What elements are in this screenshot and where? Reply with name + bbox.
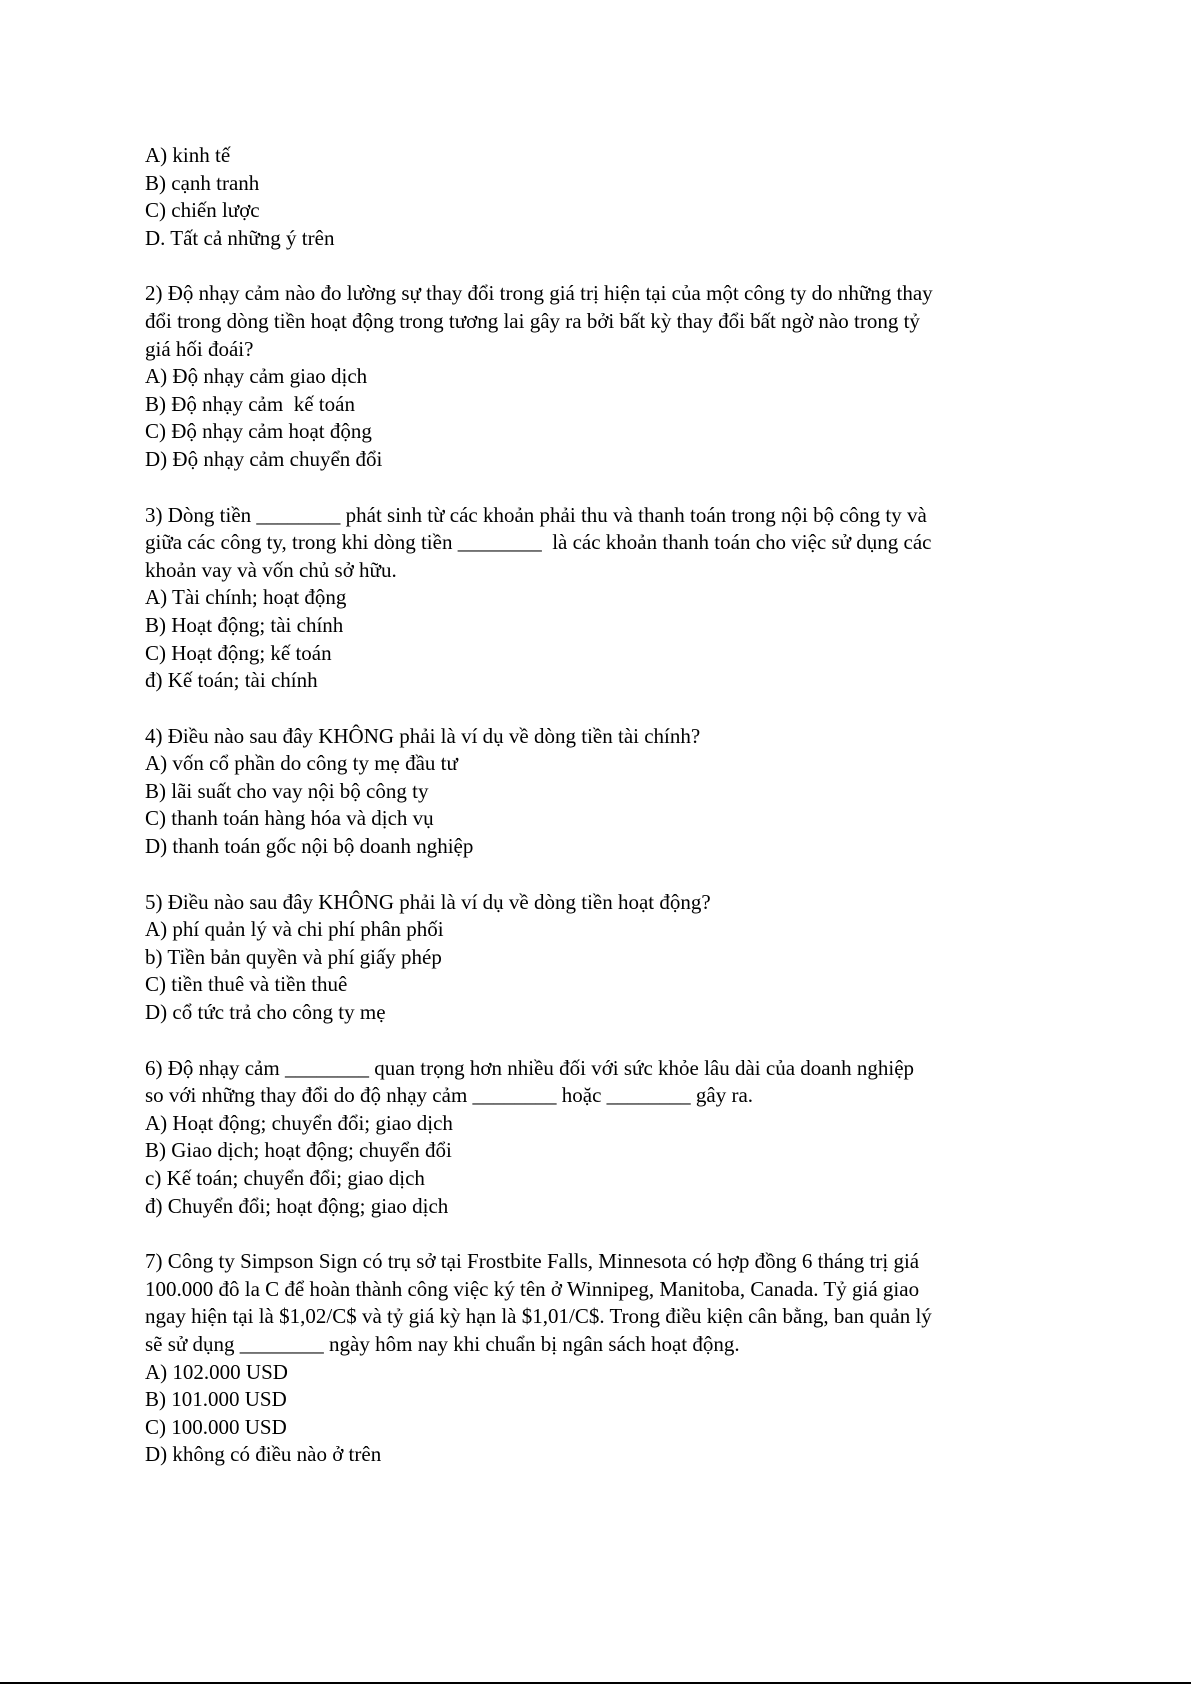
question-1 — [145, 142, 1065, 252]
q2-stem-line-3: giá hối đoái? — [145, 336, 254, 361]
spacer — [145, 474, 1065, 502]
q4-option-c: C) thanh toán hàng hóa và dịch vụ — [145, 806, 434, 831]
spacer — [145, 1027, 1065, 1055]
q6-option-d: đ) Chuyển đổi; hoạt động; giao dịch — [145, 1193, 449, 1218]
q6-option-c: c) Kế toán; chuyển đổi; giao dịch — [145, 1166, 425, 1190]
spacer — [145, 252, 1065, 280]
q4-option-a: A) vốn cổ phần do công ty mẹ đầu tư — [145, 751, 458, 776]
question-4 — [145, 723, 1065, 861]
q6-stem-line-2: so với những thay đổi do độ nhạy cảm ________ hoặc ________ gây ra. — [145, 1083, 754, 1108]
q6-option-b: B) Giao dịch; hoạt động; chuyển đổi — [145, 1138, 452, 1163]
q1-option-b: B) cạnh tranh — [145, 170, 260, 195]
q7-stem-line-2: 100.000 đô la C để hoàn thành công việc ký tên ở Winnipeg, Manitoba, Canada. Tỷ giá giao — [145, 1276, 920, 1301]
q3-option-d: đ) Kế toán; tài chính — [145, 668, 318, 693]
page-bottom-rule — [0, 1682, 1191, 1684]
q1-option-a: A) kinh tế — [145, 143, 231, 167]
question-6 — [145, 1055, 1065, 1221]
q3-stem-line-2: giữa các công ty, trong khi dòng tiền ________ là các khoản thanh toán cho việc sử dụng các — [145, 530, 932, 555]
q3-option-a: A) Tài chính; hoạt động — [145, 585, 347, 610]
q7-stem-line-4: sẽ sử dụng ________ ngày hôm nay khi chuẩn bị ngân sách hoạt động. — [145, 1331, 740, 1356]
spacer — [145, 695, 1065, 723]
q5-option-a: A) phí quản lý và chi phí phân phối — [145, 917, 444, 942]
q1-option-d: D. Tất cả những ý trên — [145, 225, 335, 250]
q7-option-b: B) 101.000 USD — [145, 1387, 287, 1412]
q2-stem-line-2: đổi trong dòng tiền hoạt động trong tương lai gây ra bởi bất kỳ thay đổi bất ngờ nào trong tỷ — [145, 308, 920, 333]
q2-option-c: C) Độ nhạy cảm hoạt động — [145, 419, 372, 444]
q2-stem-line-1: 2) Độ nhạy cảm nào đo lường sự thay đổi trong giá trị hiện tại của một công ty do những thay — [145, 281, 933, 306]
q2-option-d: D) Độ nhạy cảm chuyển đổi — [145, 446, 383, 471]
document-page — [145, 142, 1065, 1469]
question-5 — [145, 889, 1065, 1027]
q7-option-d: D) không có điều nào ở trên — [145, 1442, 382, 1467]
question-3 — [145, 502, 1065, 695]
q5-stem-line-1: 5) Điều nào sau đây KHÔNG phải là ví dụ về dòng tiền hoạt động? — [145, 889, 711, 914]
q6-option-a: A) Hoạt động; chuyển đổi; giao dịch — [145, 1110, 453, 1135]
q4-stem-line-1: 4) Điều nào sau đây KHÔNG phải là ví dụ về dòng tiền tài chính? — [145, 723, 701, 748]
q7-option-c: C) 100.000 USD — [145, 1414, 287, 1439]
q6-stem-line-1: 6) Độ nhạy cảm ________ quan trọng hơn nhiều đối với sức khỏe lâu dài của doanh nghiệp — [145, 1055, 915, 1080]
q7-stem-line-1: 7) Công ty Simpson Sign có trụ sở tại Frostbite Falls, Minnesota có hợp đồng 6 tháng trị giá — [145, 1249, 920, 1274]
q5-option-b: b) Tiền bản quyền và phí giấy phép — [145, 944, 442, 969]
q3-stem-line-3: khoản vay và vốn chủ sở hữu. — [145, 557, 397, 582]
q2-option-a: A) Độ nhạy cảm giao dịch — [145, 364, 368, 389]
q4-option-d: D) thanh toán gốc nội bộ doanh nghiệp — [145, 834, 474, 859]
q3-stem-line-1: 3) Dòng tiền ________ phát sinh từ các khoản phải thu và thanh toán trong nội bộ công ty và — [145, 502, 927, 527]
q1-option-c: C) chiến lược — [145, 198, 260, 223]
q3-option-b: B) Hoạt động; tài chính — [145, 612, 344, 637]
q3-option-c: C) Hoạt động; kế toán — [145, 640, 332, 665]
spacer — [145, 861, 1065, 889]
question-7 — [145, 1248, 1065, 1469]
q2-option-b: B) Độ nhạy cảm kế toán — [145, 391, 355, 416]
spacer — [145, 1220, 1065, 1248]
q5-option-c: C) tiền thuê và tiền thuê — [145, 972, 348, 997]
q7-option-a: A) 102.000 USD — [145, 1359, 288, 1384]
question-2 — [145, 280, 1065, 473]
q7-stem-line-3: ngay hiện tại là $1,02/C$ và tỷ giá kỳ hạn là $1,01/C$. Trong điều kiện cân bằng, ban quản lý — [145, 1304, 932, 1329]
q4-option-b: B) lãi suất cho vay nội bộ công ty — [145, 778, 429, 803]
q5-option-d: D) cổ tức trả cho công ty mẹ — [145, 1000, 386, 1025]
